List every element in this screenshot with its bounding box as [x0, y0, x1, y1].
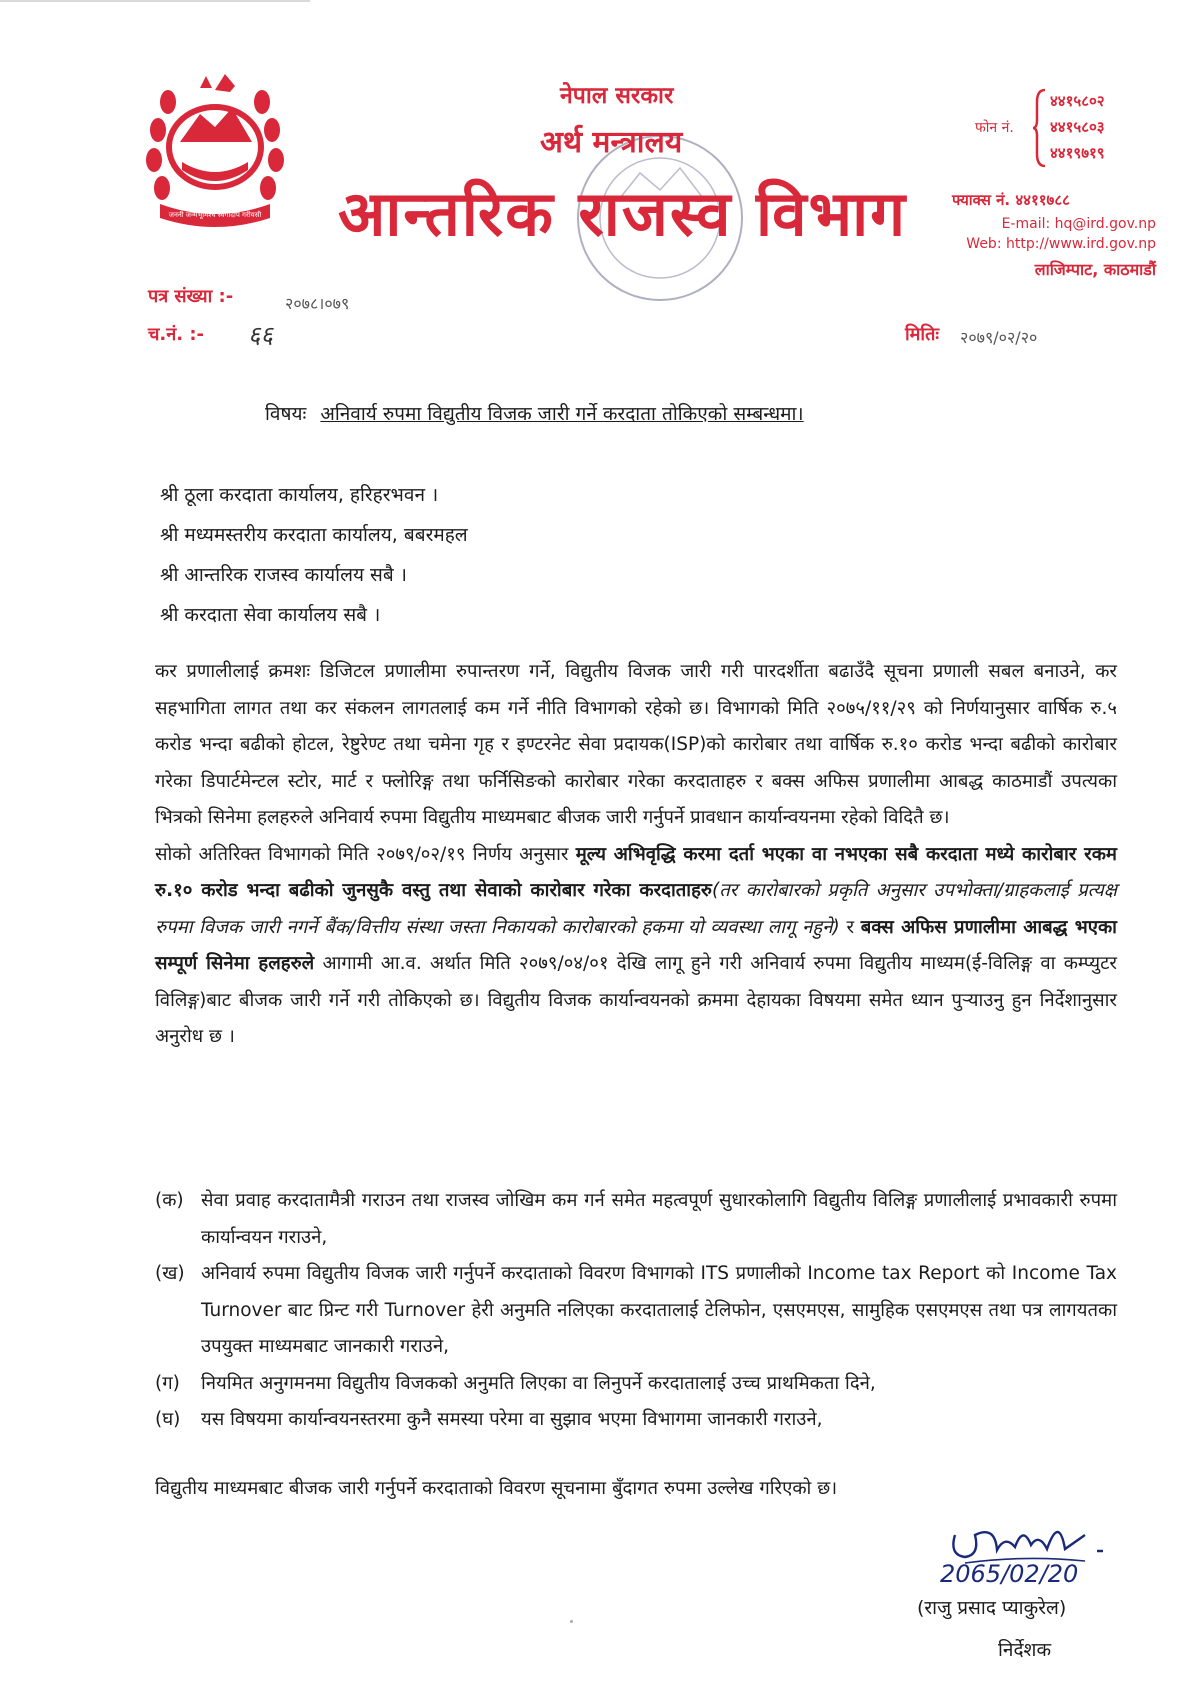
fax-number: फ्याक्स नं. ४४११७८८ — [952, 191, 1070, 209]
body-paragraph: कर प्रणालीलाई क्रमशः डिजिटल प्रणालीमा रुपान्तरण गर्ने, विद्युतीय विजक जारी गरी पारदर्शीता बढाउँदै सूचना प्रणाली सबल बनाउने, कर सहभागिता लागत तथा कर संकलन लागतलाई कम गर्ने नीति विभागको रहेको छ। विभागको मिति २०७५/११/२९ को निर्णयानुसार वार्षिक रु.५ करोड भन्दा बढीको होटल, रेष्टुरेण्ट तथा चमेना गृह र इण्टरनेट सेवा प्रदायक(ISP)को कारोबार तथा वार्षिक रु.१० करोड भन्दा बढीको कारोबार गरेका डिपार्टमेन्टल स्टोर, मार्ट र फ्लोरिङ्ग तथा फर्निसिङको कारोबार गरेका करदाताहरु र बक्स अफिस प्रणालीमा आबद्ध काठमाडौं उपत्यका भित्रको सिनेमा हलहरुले अनिवार्य रुपमा विद्युतीय माध्यमबाट बीजक जारी गर्नुपर्ने प्रावधान कार्यान्वयनमा रहेको विदितै छ। — [155, 661, 1117, 828]
recipient: श्री आन्तरिक राजस्व कार्यालय सबै । — [160, 564, 407, 586]
item-text: नियमित अनुगमनमा विद्युतीय विजकको अनुमति लिएका वा लिनुपर्ने करदातालाई उच्च प्राथमिकता दिने, — [201, 1372, 876, 1394]
scan-edge-line — [0, 0, 310, 2]
body-paragraph — [155, 837, 1117, 1056]
subject-text: अनिवार्य रुपमा विद्युतीय विजक जारी गर्ने करदाता तोकिएको सम्बन्धमा। — [320, 403, 804, 425]
subject-line — [265, 400, 804, 426]
closing-line: विद्युतीय माध्यमबाट बीजक जारी गर्नुपर्ने करदाताको विवरण सूचनामा बुँदागत रुपमा उल्लेख गरिएको छ। — [155, 1478, 838, 1499]
department-name: आन्तरिक राजस्व विभाग — [338, 177, 908, 250]
list-item — [155, 1183, 1117, 1256]
item-marker: (ग) — [155, 1372, 180, 1394]
item-marker: (घ) — [155, 1409, 181, 1430]
nepal-emblem-icon — [140, 72, 290, 234]
item-marker: (ख) — [155, 1263, 185, 1284]
instruction-list — [155, 1183, 1117, 1439]
list-item — [155, 1366, 1117, 1403]
dispatch-number: ६६ — [248, 321, 273, 349]
government-name: नेपाल सरकार — [560, 83, 674, 109]
letter-body — [155, 654, 1117, 1056]
dispatch-number-label: च.नं. :- — [148, 324, 205, 345]
letter-number-label: पत्र संख्या :- — [148, 286, 234, 307]
signer-name: (राजु प्रसाद प्याकुरेल) — [917, 1597, 1067, 1619]
phone-numbers — [1050, 88, 1105, 166]
website-address: Web: http://www.ird.gov.np — [966, 236, 1156, 252]
body-italic-text: (तर कारोबारको प्रकृति अनुसार उपभोक्ता/ग्राहकलाई प्रत्यक्ष रुपमा विजक जारी नगर्ने बैंक/वित्तीय संस्था जस्ता निकायको कारोबारको हकमा यो व्यवस्था लागू नहुने) — [155, 880, 1117, 938]
scan-speck — [570, 1620, 573, 1623]
phone-number: ४४१५८०२ — [1050, 92, 1105, 110]
item-marker: (क) — [155, 1190, 184, 1211]
list-item — [155, 1256, 1117, 1366]
body-text: आगामी आ.व. अर्थात मिति २०७९/०४/०१ देखि लागू हुने गरी अनिवार्य रुपमा विद्युतीय माध्यम(ई-विलिङ्ग वा कम्प्युटर विलिङ्ग)बाट बीजक जारी गर्ने गरी तोकिएको छ। विद्युतीय विजक कार्यान्वयनको क्रममा देहायका विषयमा समेत ध्यान पुऱ्याउनु हुन निर्देशानुसार अनुरोध छ । — [155, 953, 1117, 1047]
item-text: सेवा प्रवाह करदातामैत्री गराउन तथा राजस्व जोखिम कम गर्न समेत महत्वपूर्ण सुधारकोलागि विद्युतीय विलिङ्ग प्रणालीलाई प्रभावकारी रुपमा कार्यान्वयन गराउने, — [201, 1190, 1117, 1248]
signature-date: 2065/02/20 — [940, 1560, 1079, 1588]
body-text: सोको अतिरिक्त विभागको मिति २०७९/०२/१९ निर्णय अनुसार — [155, 843, 569, 865]
item-text: यस विषयमा कार्यान्वयनस्तरमा कुनै समस्या परेमा वा सुझाव भएमा विभागमा जानकारी गराउने, — [201, 1409, 823, 1430]
emblem-motto: जननी जन्मभूमिश्च स्वर्गादपि गरीयसी — [168, 211, 262, 219]
list-item — [155, 1402, 1117, 1439]
letter-number: २०७८।०७९ — [285, 294, 350, 313]
recipient: श्री ठूला करदाता कार्यालय, हरिहरभवन । — [160, 484, 439, 506]
subject-label: विषयः — [265, 403, 307, 425]
recipient-list — [160, 475, 468, 635]
body-bold-text: बक्स अफिस प्रणालीमा आबद्ध भएका सम्पूर्ण सिनेमा हलहरुले — [155, 916, 1117, 974]
date-label: मितिः — [905, 324, 939, 345]
body-text: र — [846, 916, 855, 938]
body-bold-text: मूल्य अभिवृद्धि करमा दर्ता भएका वा नभएका सबै करदाता मध्ये कारोबार रकम रु.१० करोड भन्दा बढीको जुनसुकै वस्तु तथा सेवाको कारोबार गरेका करदाताहरु — [155, 843, 1117, 901]
letter-date: २०७९/०२/२० — [960, 328, 1038, 347]
phone-number: ४४१९७१९ — [1050, 144, 1105, 162]
email-address: E-mail: hq@ird.gov.np — [1001, 216, 1156, 232]
signer-title: निर्देशक — [998, 1639, 1052, 1661]
recipient: श्री मध्यमस्तरीय करदाता कार्यालय, बबरमहल — [160, 524, 468, 546]
phone-label: फोन नं. — [975, 120, 1014, 136]
brace-icon — [1033, 88, 1047, 168]
item-text: अनिवार्य रुपमा विद्युतीय विजक जारी गर्नुपर्ने करदाताको विवरण विभागको ITS प्रणालीको Income tax Report को Income Tax Turnover बाट प्रिन्ट गरी Turnover हेरी अनुमति नलिएका करदातालाई टेलिफोन, एसएमएस, सामुहिक एसएमएस तथा पत्र लागयतका उपयुक्त माध्यमबाट जानकारी गराउने, — [201, 1263, 1117, 1357]
ministry-name: अर्थ मन्त्रालय — [540, 125, 683, 160]
office-address: लाजिम्पाट, काठमाडौं — [1034, 260, 1156, 279]
phone-number: ४४१५८०३ — [1050, 118, 1105, 136]
recipient: श्री करदाता सेवा कार्यालय सबै । — [160, 604, 381, 626]
